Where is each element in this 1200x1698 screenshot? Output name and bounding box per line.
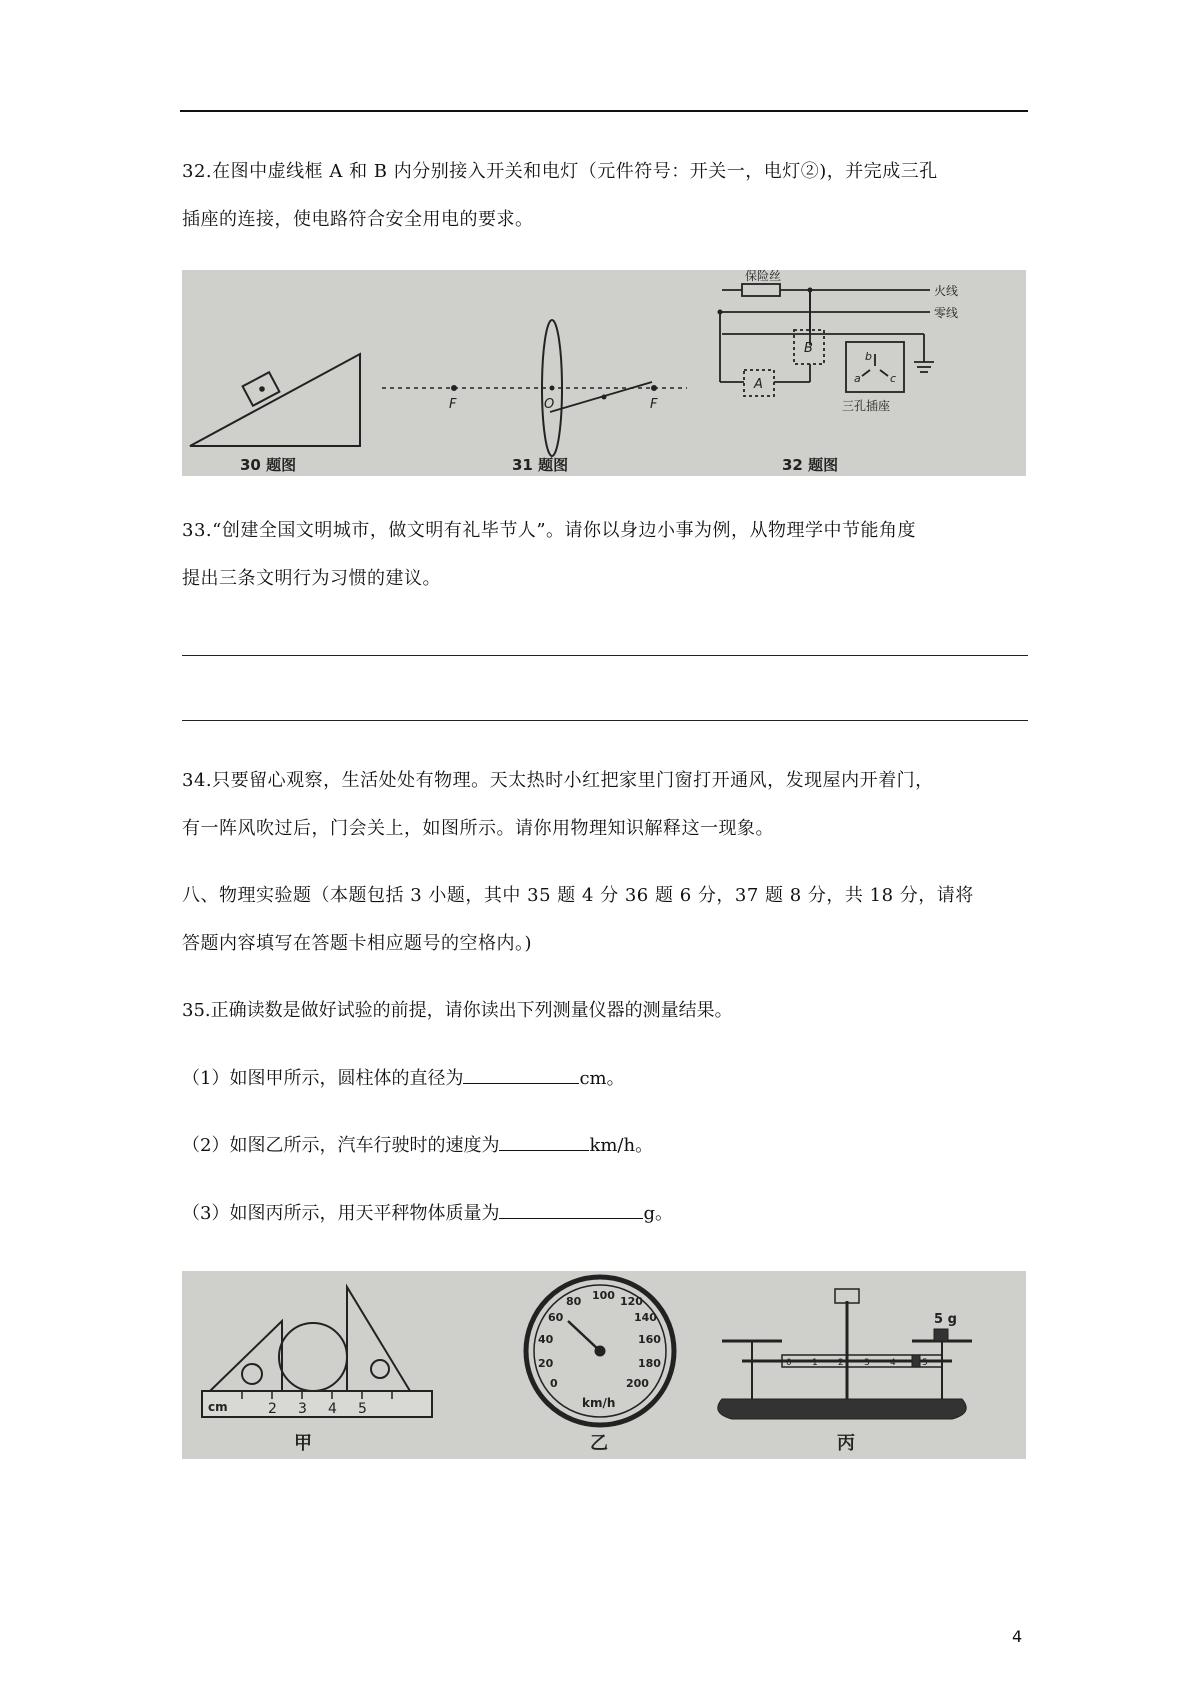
live-label: 火线 — [934, 284, 959, 298]
socket-b: b — [865, 350, 872, 363]
q35-sub2-text: （2）如图乙所示，汽车行驶时的速度为 — [182, 1135, 500, 1156]
ruler-unit: cm — [208, 1400, 228, 1414]
question-33 — [182, 507, 1028, 603]
beam-tick-3: 3 — [864, 1358, 870, 1368]
speed-tick-40: 40 — [538, 1333, 554, 1346]
beam-tick-2: 2 — [838, 1358, 844, 1368]
speed-tick-180: 180 — [638, 1357, 661, 1370]
fig31-caption: 31 题图 — [512, 456, 569, 474]
balance-base — [718, 1399, 966, 1419]
fig-jia-ruler — [202, 1287, 432, 1417]
light-ray — [550, 382, 652, 412]
speed-tick-140: 140 — [634, 1311, 657, 1324]
beam-tick-4: 4 — [890, 1358, 896, 1368]
q35-sub1-text: （1）如图甲所示，圆柱体的直径为 — [182, 1068, 464, 1089]
q32-line2: 插座的连接，使电路符合安全用电的要求。 — [182, 209, 534, 230]
box-B-label: B — [804, 341, 813, 356]
caption-yi: 乙 — [590, 1433, 608, 1454]
section8-line2: 答题内容填写在答题卡相应题号的空格内。) — [182, 933, 533, 954]
socket-a: a — [854, 372, 861, 385]
fuse-label: 保险丝 — [745, 270, 782, 283]
beam-tick-5: 5 — [922, 1358, 928, 1368]
figure-30-31-32 — [182, 270, 1026, 476]
ruler-tick-3: 3 — [298, 1401, 307, 1417]
speed-tick-0: 0 — [550, 1377, 558, 1390]
answer-line-1[interactable] — [182, 655, 1028, 656]
q34-line1: 34.只要留心观察，生活处处有物理。天太热时小红把家里门窗打开通风，发现屋内开着门， — [182, 770, 934, 791]
rider — [912, 1355, 920, 1367]
q35-sub1 — [182, 1064, 625, 1094]
neutral-label: 零线 — [934, 306, 959, 320]
q35-sub2-blank[interactable] — [499, 1132, 589, 1151]
ruler-tick-5: 5 — [358, 1401, 367, 1417]
fig32-circuit — [720, 284, 934, 396]
q35-sub3-unit: g。 — [643, 1203, 673, 1224]
q34-line2: 有一阵风吹过后，门会关上，如图所示。请你用物理知识解释这一现象。 — [182, 818, 774, 839]
header-rule — [180, 110, 1028, 112]
fig-bing-balance — [718, 1289, 972, 1419]
incline-triangle — [190, 354, 360, 446]
q35-sub3-text: （3）如图丙所示，用天平秤物体质量为 — [182, 1203, 500, 1224]
q32-line1: 32.在图中虚线框 A 和 B 内分别接入开关和电灯（元件符号：开关一，电灯②)，并完成三孔 — [182, 161, 938, 182]
fig31-lens — [382, 320, 687, 456]
q35-sub3 — [182, 1199, 673, 1229]
speed-tick-200: 200 — [626, 1377, 649, 1390]
speed-tick-20: 20 — [538, 1357, 554, 1370]
speed-tick-120: 120 — [620, 1295, 643, 1308]
q35-sub1-unit: cm。 — [579, 1068, 625, 1089]
box-A-label: A — [754, 377, 763, 392]
section8-line1: 八、物理实验题（本题包括 3 小题，其中 35 题 4 分 36 题 6 分，37 题 8 分，共 18 分，请将 — [182, 885, 974, 906]
q35-intro: 35.正确读数是做好试验的前提，请你读出下列测量仪器的测量结果。 — [182, 1000, 733, 1021]
weight-5g — [934, 1329, 948, 1341]
q35-sub2 — [182, 1131, 653, 1161]
beam-tick-1: 1 — [812, 1358, 818, 1368]
speed-tick-80: 80 — [566, 1295, 582, 1308]
answer-line-2[interactable] — [182, 720, 1028, 721]
q33-line2: 提出三条文明行为习惯的建议。 — [182, 568, 441, 589]
q35-sub1-blank[interactable] — [463, 1065, 579, 1084]
fig32-caption: 32 题图 — [782, 456, 839, 474]
speed-needle — [568, 1321, 600, 1351]
page-number: 4 — [1012, 1627, 1023, 1646]
figure-35 — [182, 1271, 1026, 1459]
q35-sub2-unit: km/h。 — [589, 1135, 654, 1156]
fig30-incline — [190, 354, 360, 446]
label-F-right: F — [650, 397, 658, 412]
cylinder — [279, 1323, 347, 1391]
speed-unit: km/h — [582, 1396, 616, 1410]
speed-tick-60: 60 — [548, 1311, 564, 1324]
label-F-left: F — [449, 397, 457, 412]
caption-jia: 甲 — [294, 1433, 312, 1454]
left-triangle — [210, 1321, 282, 1391]
ruler-tick-4: 4 — [328, 1401, 337, 1417]
speed-tick-160: 160 — [638, 1333, 661, 1346]
label-O: O — [544, 397, 555, 412]
section-8-heading — [182, 872, 1028, 968]
caption-bing: 丙 — [837, 1433, 855, 1454]
right-triangle — [347, 1287, 410, 1391]
weight-label: 5 g — [934, 1312, 957, 1327]
ruler — [202, 1391, 432, 1417]
beam-tick-0: 0 — [786, 1358, 792, 1368]
fuse — [742, 284, 780, 296]
q35-sub3-blank[interactable] — [499, 1200, 643, 1219]
question-34 — [182, 757, 1028, 853]
question-32 — [182, 148, 1028, 244]
socket-c: c — [890, 372, 897, 385]
ruler-tick-2: 2 — [268, 1401, 277, 1417]
fig30-caption: 30 题图 — [240, 456, 297, 474]
speed-tick-100: 100 — [592, 1289, 615, 1302]
q33-line1: 33.“创建全国文明城市，做文明有礼毕节人”。请你以身边小事为例，从物理学中节能角度 — [182, 520, 917, 541]
socket-label: 三孔插座 — [842, 399, 891, 413]
